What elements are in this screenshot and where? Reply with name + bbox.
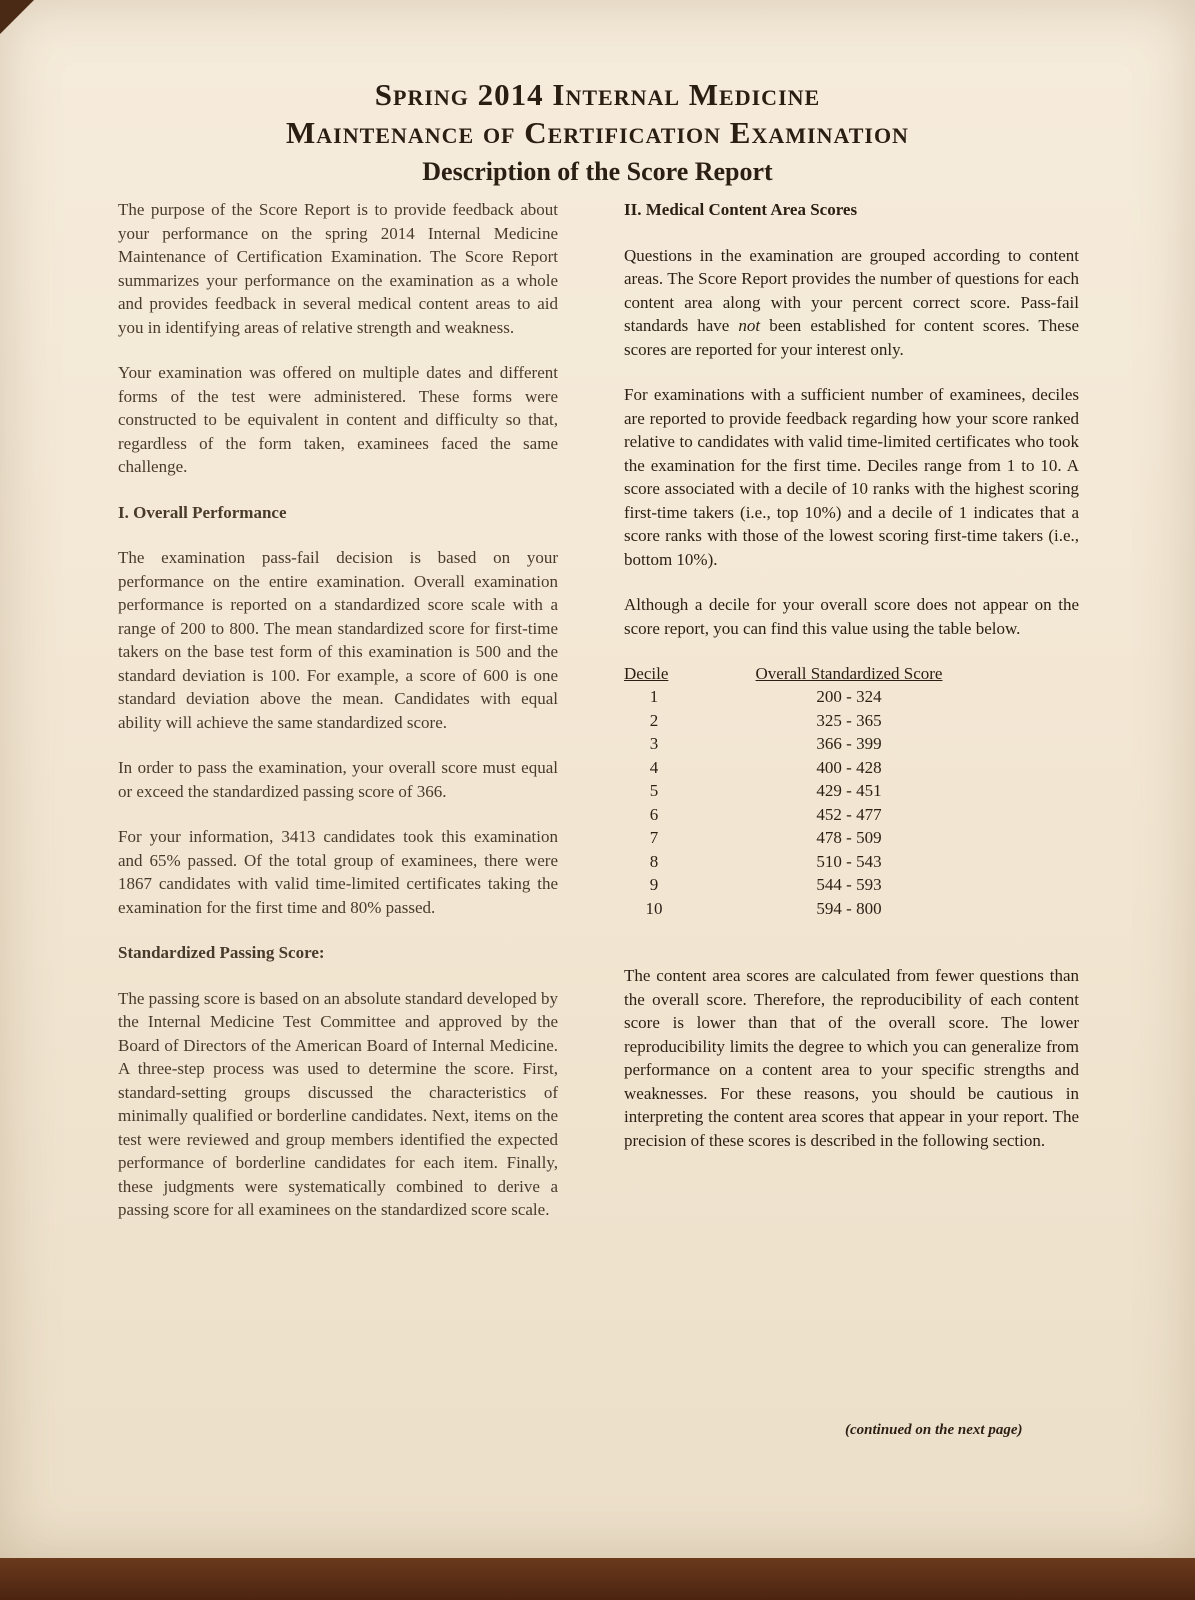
table-row [624,826,1014,850]
decile-cell: 3 [649,734,659,753]
table-row [624,803,1014,827]
content-areas-paragraph [624,244,1079,362]
intro-paragraph: The purpose of the Score Report is to provide feedback about your performance on the spring 2014 Internal Medicine Maintenance of Certification Examination. The Score Report summarizes your performance on the examination as a whole and provides feedback in several medical content areas to aid you in identifying areas of relative strength and weakness. [118,200,558,337]
table-row [624,732,1014,756]
passing-requirement-paragraph: In order to pass the examination, your overall score must equal or exceed the standardized passing score of 366. [118,758,558,801]
score-range-cell: 452 - 477 [816,804,882,824]
score-range-cell: 400 - 428 [816,757,882,777]
decile-cell: 5 [649,781,659,800]
title-line-1: Spring 2014 Internal Medicine [374,77,821,112]
score-range-cell: 366 - 399 [816,734,882,753]
table-row [624,685,1014,709]
decile-table [624,662,1014,920]
content-areas-text-b: been established for content scores. These scores are reported for your interest only. [624,316,1079,359]
score-column-header: Overall Standardized Score [755,664,943,683]
candidates-info-paragraph: For your information, 3413 candidates took this examination and 65% passed. Of the total group of examinees, there were 1867 candidates with valid time-limited certificates taking the examination for the first time and 80% passed. [118,827,558,917]
decile-cell: 6 [649,804,659,824]
score-range-cell: 544 - 593 [816,875,882,894]
score-range-cell: 510 - 543 [816,851,882,871]
decile-column-header: Decile [624,664,669,683]
score-range-cell: 478 - 509 [816,828,882,847]
forms-paragraph: Your examination was offered on multiple dates and different forms of the test were administered. These forms were constructed to be equivalent in content and difficulty so that, regardless of the form taken, examinees faced the same challenge. [118,363,558,476]
continued-note: (continued on the next page) [845,1422,1023,1438]
score-range-cell: 200 - 324 [816,687,882,706]
decile-cell: 9 [649,875,659,894]
table-intro-paragraph: Although a decile for your overall score does not appear on the score report, you can find this value using the table below. [624,595,1079,638]
table-row [624,756,1014,780]
score-range-cell: 594 - 800 [816,898,882,918]
wooden-table-edge [0,1558,1195,1600]
document-subtitle: Description of the Score Report [422,157,773,186]
right-column [624,198,1079,1174]
overall-performance-paragraph: The examination pass-fail decision is based on your performance on the entire examination. Overall examination performance is reported on a standardized score scale with a range of 200 to 800. The mean standardized score for first-time takers on the base test form of this examination is 500 and the standard deviation is 100. For example, a score of 600 is one standard deviation above the mean. Candidates with equal ability will achieve the same standardized score. [118,548,558,732]
overall-performance-heading: I. Overall Performance [118,502,287,522]
decile-cell: 8 [649,851,659,871]
deciles-paragraph: For examinations with a sufficient number of examinees, deciles are reported to provide feedback regarding how your score ranked relative to candidates with valid time-limited certificates who took the examination for the first time. Deciles range from 1 to 10. A score associated with a decile of 10 ranks with the highest scoring first-time takers (i.e., top 10%) and a decile of 1 indicates that a score ranks with those of the lowest scoring first-time takers (i.e., bottom 10%). [624,385,1079,569]
table-row [624,779,1014,803]
score-range-cell: 429 - 451 [816,781,882,800]
decile-table-header-row [624,662,1014,685]
passing-score-heading: Standardized Passing Score: [118,943,325,962]
decile-cell: 4 [649,757,659,777]
table-row [624,709,1014,733]
score-range-cell: 325 - 365 [816,710,882,730]
passing-score-paragraph: The passing score is based on an absolute standard developed by the Internal Medicine Test Committee and approved by the Board of Directors of the American Board of Internal Medicine. A three-step process was used to determine the score. First, standard-setting groups discussed the characteristics of minimally qualified or borderline candidates. Next, items on the test were reviewed and group members identified the expected performance of borderline candidates for each item. Finally, these judgments were systematically combined to derive a passing score for all examinees on the standardized score scale. [118,988,558,1219]
decile-cell: 10 [645,898,663,918]
content-areas-text-a: Questions in the examination are grouped according to content areas. The Score Report provides the number of questions for each content area along with your percent correct score. Pass-fail standards have [624,245,1079,335]
reproducibility-paragraph: The content area scores are calculated from fewer questions than the overall score. Therefore, the reproducibility of each content score is lower than that of the overall score. The lower reproducibility limits the degree to which you can generalize from performance on a content area to your specific strengths and weaknesses. For these reasons, you should be cautious in interpreting the content area scores that appear in your report. The precision of these scores is described in the following section. [624,966,1079,1150]
table-row [624,897,1014,921]
decile-cell: 1 [649,687,659,706]
title-line-2: Maintenance of Certification Examination [286,115,909,150]
document-header [0,76,1195,190]
page-corner-shadow [0,0,34,34]
content-area-heading: II. Medical Content Area Scores [624,200,858,219]
table-row [624,850,1014,874]
decile-cell: 7 [649,828,659,847]
left-column [118,198,558,1244]
table-row [624,873,1014,897]
decile-cell: 2 [649,710,659,730]
content-areas-emphasis: not [738,316,761,335]
